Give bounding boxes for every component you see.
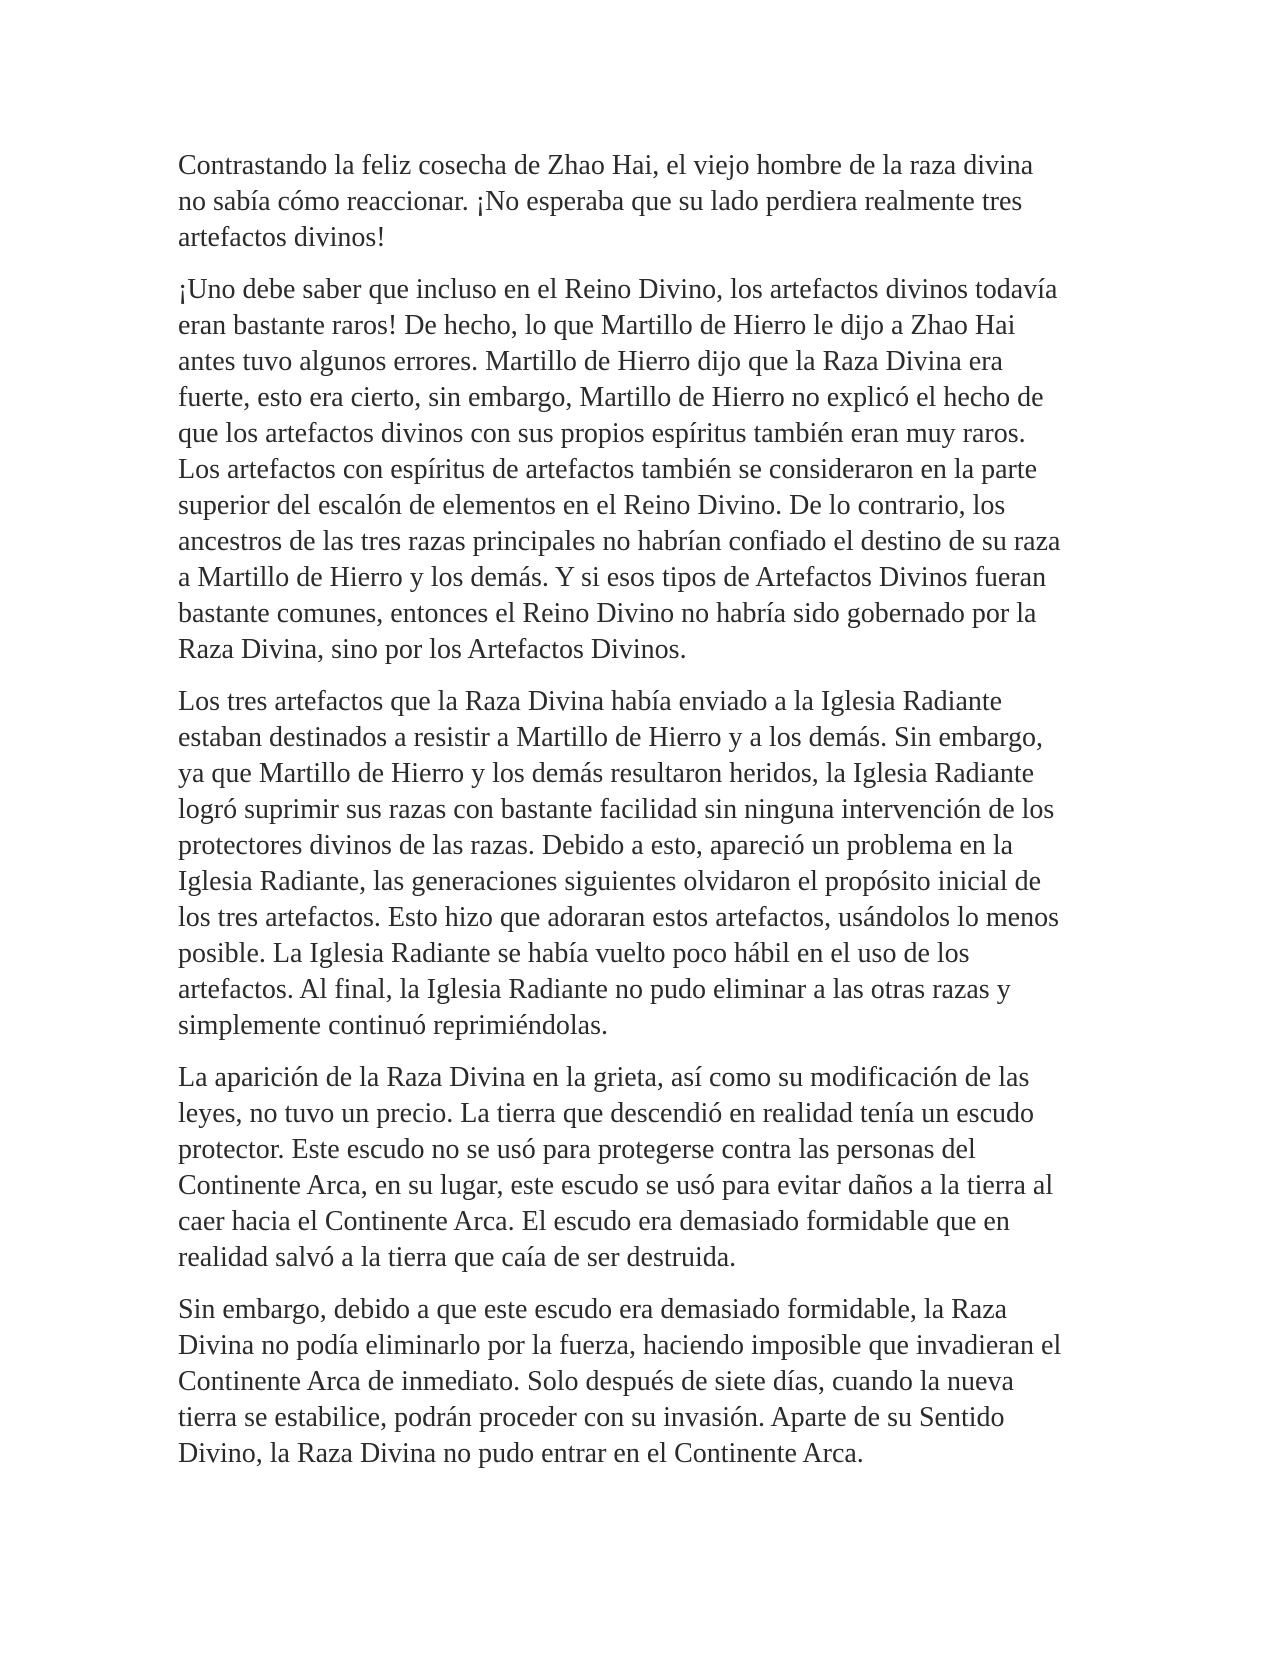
paragraph-2 [178,272,1118,668]
text-line: protectores divinos de las razas. Debido a esto, apareció un problema en la [178,830,1014,861]
text-line: Contrastando la feliz cosecha de Zhao Hai, el viejo hombre de la raza divina [178,150,1034,181]
text-line: bastante comunes, entonces el Reino Divino no habría sido gobernado por la [178,598,1037,629]
text-line: los tres artefactos. Esto hizo que adoraran estos artefactos, usándolos lo menos [178,902,1059,933]
paragraph-5 [178,1292,1118,1472]
paragraph-4 [178,1060,1118,1276]
text-line: La aparición de la Raza Divina en la grieta, así como su modificación de las [178,1062,1030,1093]
text-line: protector. Este escudo no se usó para protegerse contra las personas del [178,1134,976,1165]
text-line: ya que Martillo de Hierro y los demás resultaron heridos, la Iglesia Radiante [178,758,1035,789]
text-line: simplemente continuó reprimiéndolas. [178,1010,609,1041]
text-line: Divino, la Raza Divina no pudo entrar en el Continente Arca. [178,1438,864,1469]
paragraph-1 [178,148,1118,256]
text-line: Divina no podía eliminarlo por la fuerza, haciendo imposible que invadieran el [178,1330,1062,1361]
text-line: logró suprimir sus razas con bastante facilidad sin ninguna intervención de los [178,794,1055,825]
text-line: Iglesia Radiante, las generaciones siguientes olvidaron el propósito inicial de [178,866,1042,897]
document-body [178,148,1118,1488]
text-line: caer hacia el Continente Arca. El escudo era demasiado formidable que en [178,1206,1010,1237]
text-line: eran bastante raros! De hecho, lo que Martillo de Hierro le dijo a Zhao Hai [178,310,1016,341]
text-line: Continente Arca, en su lugar, este escudo se usó para evitar daños a la tierra al [178,1170,1054,1201]
text-line: Continente Arca de inmediato. Solo después de siete días, cuando la nueva [178,1366,1014,1397]
text-line: ¡Uno debe saber que incluso en el Reino Divino, los artefactos divinos todavía [178,274,1058,305]
text-line: tierra se estabilice, podrán proceder con su invasión. Aparte de su Sentido [178,1402,1005,1433]
text-line: leyes, no tuvo un precio. La tierra que descendió en realidad tenía un escudo [178,1098,1035,1129]
text-line: posible. La Iglesia Radiante se había vuelto poco hábil en el uso de los [178,938,970,969]
paragraph-3 [178,684,1118,1044]
text-line: no sabía cómo reaccionar. ¡No esperaba que su lado perdiera realmente tres [178,186,1023,217]
text-line: Raza Divina, sino por los Artefactos Divinos. [178,634,687,665]
text-line: superior del escalón de elementos en el Reino Divino. De lo contrario, los [178,490,1006,521]
text-line: fuerte, esto era cierto, sin embargo, Martillo de Hierro no explicó el hecho de [178,382,1044,413]
text-line: realidad salvó a la tierra que caía de ser destruida. [178,1242,737,1273]
text-line: artefactos. Al final, la Iglesia Radiante no pudo eliminar a las otras razas y [178,974,1011,1005]
text-line: antes tuvo algunos errores. Martillo de Hierro dijo que la Raza Divina era [178,346,1003,377]
text-line: que los artefactos divinos con sus propios espíritus también eran muy raros. [178,418,1026,449]
text-line: Sin embargo, debido a que este escudo era demasiado formidable, la Raza [178,1294,1008,1325]
text-line: estaban destinados a resistir a Martillo de Hierro y a los demás. Sin embargo, [178,722,1043,753]
text-line: ancestros de las tres razas principales no habrían confiado el destino de su raza [178,526,1061,557]
text-line: artefactos divinos! [178,222,386,253]
text-line: Los artefactos con espíritus de artefactos también se consideraron en la parte [178,454,1038,485]
text-line: Los tres artefactos que la Raza Divina había enviado a la Iglesia Radiante [178,686,1003,717]
text-line: a Martillo de Hierro y los demás. Y si esos tipos de Artefactos Divinos fueran [178,562,1047,593]
